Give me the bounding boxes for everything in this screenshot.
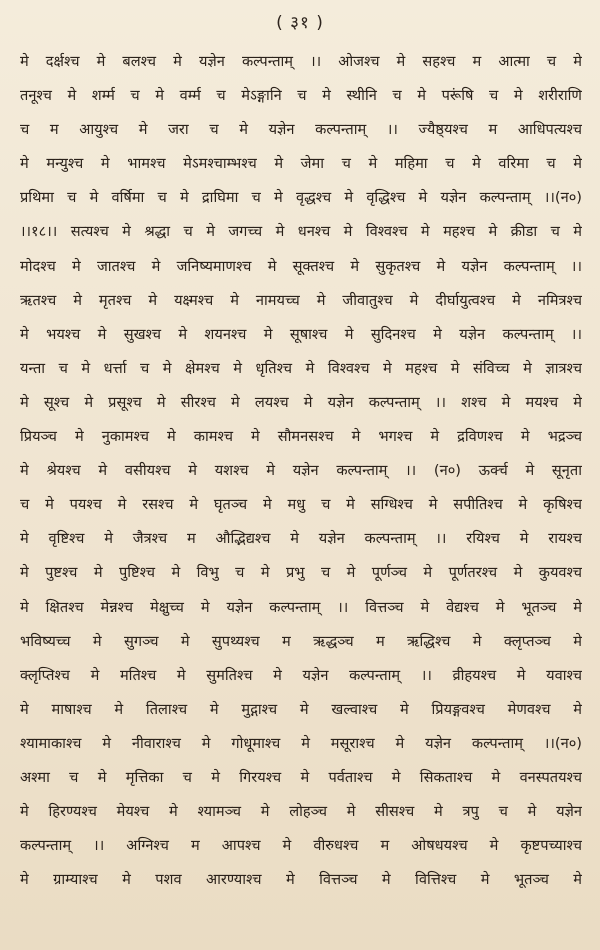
text-line: मे मन्युश्च मे भामश्च मेऽमश्चाम्भश्च मे जेमा च मे महिमा च मे वरिमा च मे (20, 155, 582, 173)
text-line: ।।१८।। सत्यश्च मे श्रद्धा च मे जगच्च मे धनश्च मे विश्वश्च मे महश्च मे क्रीडा च मे (20, 223, 582, 241)
text-line: मोदश्च मे जातश्च मे जनिष्यमाणश्च मे सूक्तश्च मे सुकृतश्च मे यज्ञेन कल्पन्ताम् ।। (20, 257, 582, 275)
text-line: क्लृप्तिश्च मे मतिश्च मे सुमतिश्च मे यज्ञेन कल्पन्ताम् ।। व्रीहयश्च मे यवाश्च (20, 666, 582, 684)
text-line: च म आयुश्च मे जरा च मे यज्ञेन कल्पन्ताम् ।। ज्यैष्ठ्यश्च म आधिपत्यश्च (20, 121, 582, 139)
text-line: मे भयश्च मे सुखश्च मे शयनश्च मे सूषाश्च मे सुदिनश्च मे यज्ञेन कल्पन्ताम् ।। (20, 325, 582, 343)
text-line: मे हिरण्यश्च मेयश्च मे श्यामञ्च मे लोहञ्च मे सीसश्च मे त्रपु च मे यज्ञेन (20, 803, 582, 821)
text-line: मे पुष्टश्च मे पुष्टिश्च मे विभु च मे प्रभु च मे पूर्णञ्च मे पूर्णतरश्च मे कुयवश्च (20, 564, 582, 582)
text-line: प्रियञ्च मे नुकामश्च मे कामश्च मे सौमनसश्च मे भगश्च मे द्रविणश्च मे भद्रञ्च (20, 428, 582, 446)
text-line: च मे पयश्च मे रसश्च मे घृतञ्च मे मधु च मे सग्धिश्च मे सपीतिश्च मे कृषिश्च (20, 496, 582, 514)
text-line: श्यामाकाश्च मे नीवाराश्च मे गोधूमाश्च मे मसूराश्च मे यज्ञेन कल्पन्ताम् ।।(न०) (20, 734, 582, 752)
text-line: मे सूश्च मे प्रसूश्च मे सीरश्च मे लयश्च मे यज्ञेन कल्पन्ताम् ।। शश्च मे मयश्च मे (20, 393, 582, 411)
text-line: मे वृष्टिश्च मे जैत्रश्च म औद्भिद्यश्च मे यज्ञेन कल्पन्ताम् ।। रयिश्च मे रायश्च (20, 530, 582, 548)
page-number: ( ३१ ) (276, 13, 324, 33)
text-line: ऋतश्च मे मृतश्च मे यक्ष्मश्च मे नामयच्च मे जीवातुश्च मे दीर्घायुत्वश्च मे नमित्रश्च (20, 291, 582, 309)
text-line: मे ग्राम्याश्च मे पशव आरण्याश्च मे वित्तञ्च मे वित्तिश्च मे भूतञ्च मे (20, 871, 582, 889)
text-line: कल्पन्ताम् ।। अग्निश्च म आपश्च मे वीरुधश्च म ओषधयश्च मे कृष्टपच्याश्च (20, 837, 582, 855)
text-line: भविष्यच्च मे सुगञ्च मे सुपथ्यश्च म ऋद्धञ्च म ऋद्धिश्च मे क्लृप्तञ्च मे (20, 632, 582, 650)
text-line: मे क्षितश्च मेन्नश्च मेक्षुच्च मे यज्ञेन कल्पन्ताम् ।। वित्तञ्च मे वेद्यश्च मे भूतञ्च मे (20, 598, 582, 616)
text-line: अश्मा च मे मृत्तिका च मे गिरयश्च मे पर्वताश्च मे सिकताश्च मे वनस्पतयश्च (20, 768, 582, 786)
text-line: मे दर्क्षश्च मे बलश्च मे यज्ञेन कल्पन्ताम् ।। ओजश्च मे सहश्च म आत्मा च मे (20, 53, 582, 70)
text-line: यन्ता च मे धर्त्ता च मे क्षेमश्च मे धृतिश्च मे विश्वश्च मे महश्च मे संविच्च मे ज्ञात्रश्च (20, 359, 582, 377)
text-line: मे श्रेयश्च मे वसीयश्च मे यशश्च मे यज्ञेन कल्पन्ताम् ।। (न०) ऊर्क्च मे सूनृता (20, 462, 582, 480)
text-line: मे माषाश्च मे तिलाश्च मे मुद्गाश्च मे खल्वाश्च मे प्रियङ्गवश्च मेणवश्च मे (20, 700, 582, 718)
text-line: प्रथिमा च मे वर्षिमा च मे द्राघिमा च मे वृद्धश्च मे वृद्धिश्च मे यज्ञेन कल्पन्ताम् ।।(न०) (20, 189, 582, 207)
verse-text-block (20, 45, 582, 897)
text-line: तनूश्च मे शर्म्म च मे वर्म्म च मेऽङ्गानि च मे स्थीनि च मे परूंषि च मे शरीराणि (20, 87, 582, 105)
